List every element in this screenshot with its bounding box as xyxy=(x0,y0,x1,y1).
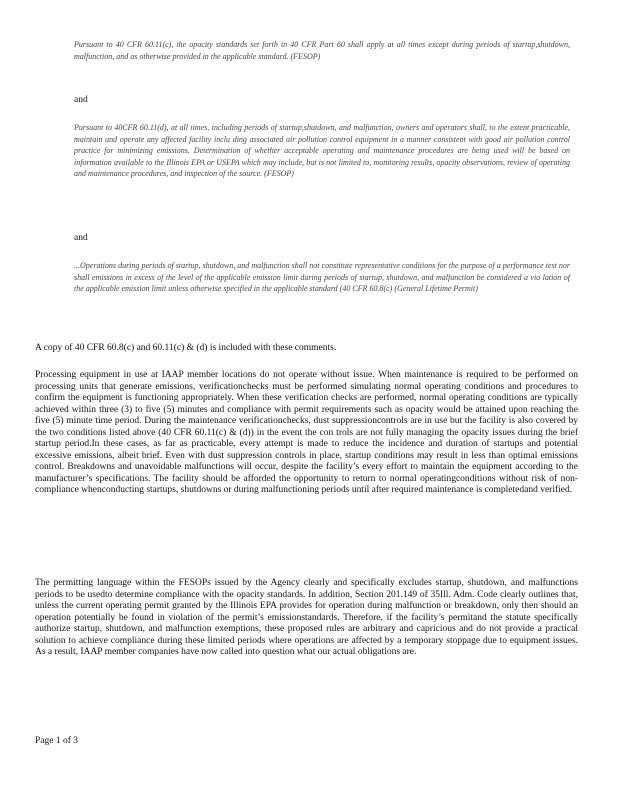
connector-and-1: and xyxy=(74,95,88,105)
copy-note: A copy of 40 CFR 60.8(c) and 60.11(c) & (d) is included with these comments. xyxy=(35,343,337,353)
page-number: Page 1 of 3 xyxy=(35,736,79,746)
paragraph-permitting-language: The permitting language within the FESOPs issued by the Agency clearly and specifically excludes startup, shutdown, and malfunctions periods to be usedto determine compliance with the opacity standards. In addition, Section 201.149 of 35Ill. Adm. Code clearly outlines that, unless the current operating permit granted by the Illinois EPA provides for operation during malfunction or breakdown, only then should an operation potentially be found in violation of the permit’s emissionstandards. Therefore, if the facility’s permitand the statute specifically authorize startup, shutdown, and malfunction exemptions, these proposed rules are arbitrary and capricious and do not provide a practical solution to achieve compliance during these limited periods where operations are affected by a temporary stoppage due to equipment issues. As a result, IAAP member companies have now called into question what our actual obligations are. xyxy=(35,578,578,657)
paragraph-processing-equipment: Processing equipment in use at IAAP member locations do not operate without issue. When maintenance is required to be performed on processing units that generate emissions, verificationchecks must be performed simulating normal operating conditions and procedures to confirm the equipment is functioning appropriately. When these verification checks are performed, normal operating conditions are typically achieved within three (3) to five (5) minutes and compliance with permit requirements such as opacity would be attained upon reaching the five (5) minute time period. During the maintenance verificationchecks, dust suppressioncontrols are in use but the facility is also covered by the two conditions listed above (40 CFR 60.11(c) & (d)) in the event the con trols are not fully managing the opacity issues during the brief startup period.In these cases, as far as practicable, every attempt is made to reduce the incidence and duration of startups and potential excessive emissions, albeit brief. Even with dust suppression controls in place, startup conditions may result in less than optimal emissions control. Breakdowns and unavoidable malfunctions will occur, despite the facility’s every effort to maintain the equipment according to the manufacturer’s specifications. The facility should be afforded the opportunity to return to normal operatingconditions without risk of non-compliance whenconducting startups, shutdowns or during malfunctioning periods until after required maintenance is completedand verified. xyxy=(35,370,578,495)
connector-and-2: and xyxy=(74,233,88,243)
quote-fesop-60-11d: Pursuant to 40CFR 60.11(d), at all times, including periods of startup,shutdown, and malfunction, owners and operators shall, to the extent practicable, maintain and operate any affected facility inclu ding associated air pollution control equipment in a manner consistent with good air pollution control practice for minimizing emissions. Determination of whether acceptable operating and maintenance procedures are being used will be based on information available to the Illinois EPA or USEPA which may include, but is not limited to, monitoring results, opacity observations, review of operating and maintenance procedures, and inspection of the source. (FESOP) xyxy=(74,123,570,178)
quote-lifetime-permit: ...Operations during periods of startup, shutdown, and malfunction shall not constitute representative conditions for the purpose of a performance test nor shall emissions in excess of the level of the applicable emission limit during periods of startup, shutdown, and malfunction be considered a vio lation of the applicable emission limit unless otherwise specified in the applicable standard (40 CFR 60.8(c) (General Lifetime Permit) xyxy=(74,261,570,293)
quote-fesop-60-11c: Pursuant to 40 CFR 60.11(c), the opacity standards set forth in 40 CFR Part 60 shall apply at all times except during periods of startup,shutdown, malfunction, and as otherwise provided in the applicable standard. (FESOP) xyxy=(74,40,570,61)
